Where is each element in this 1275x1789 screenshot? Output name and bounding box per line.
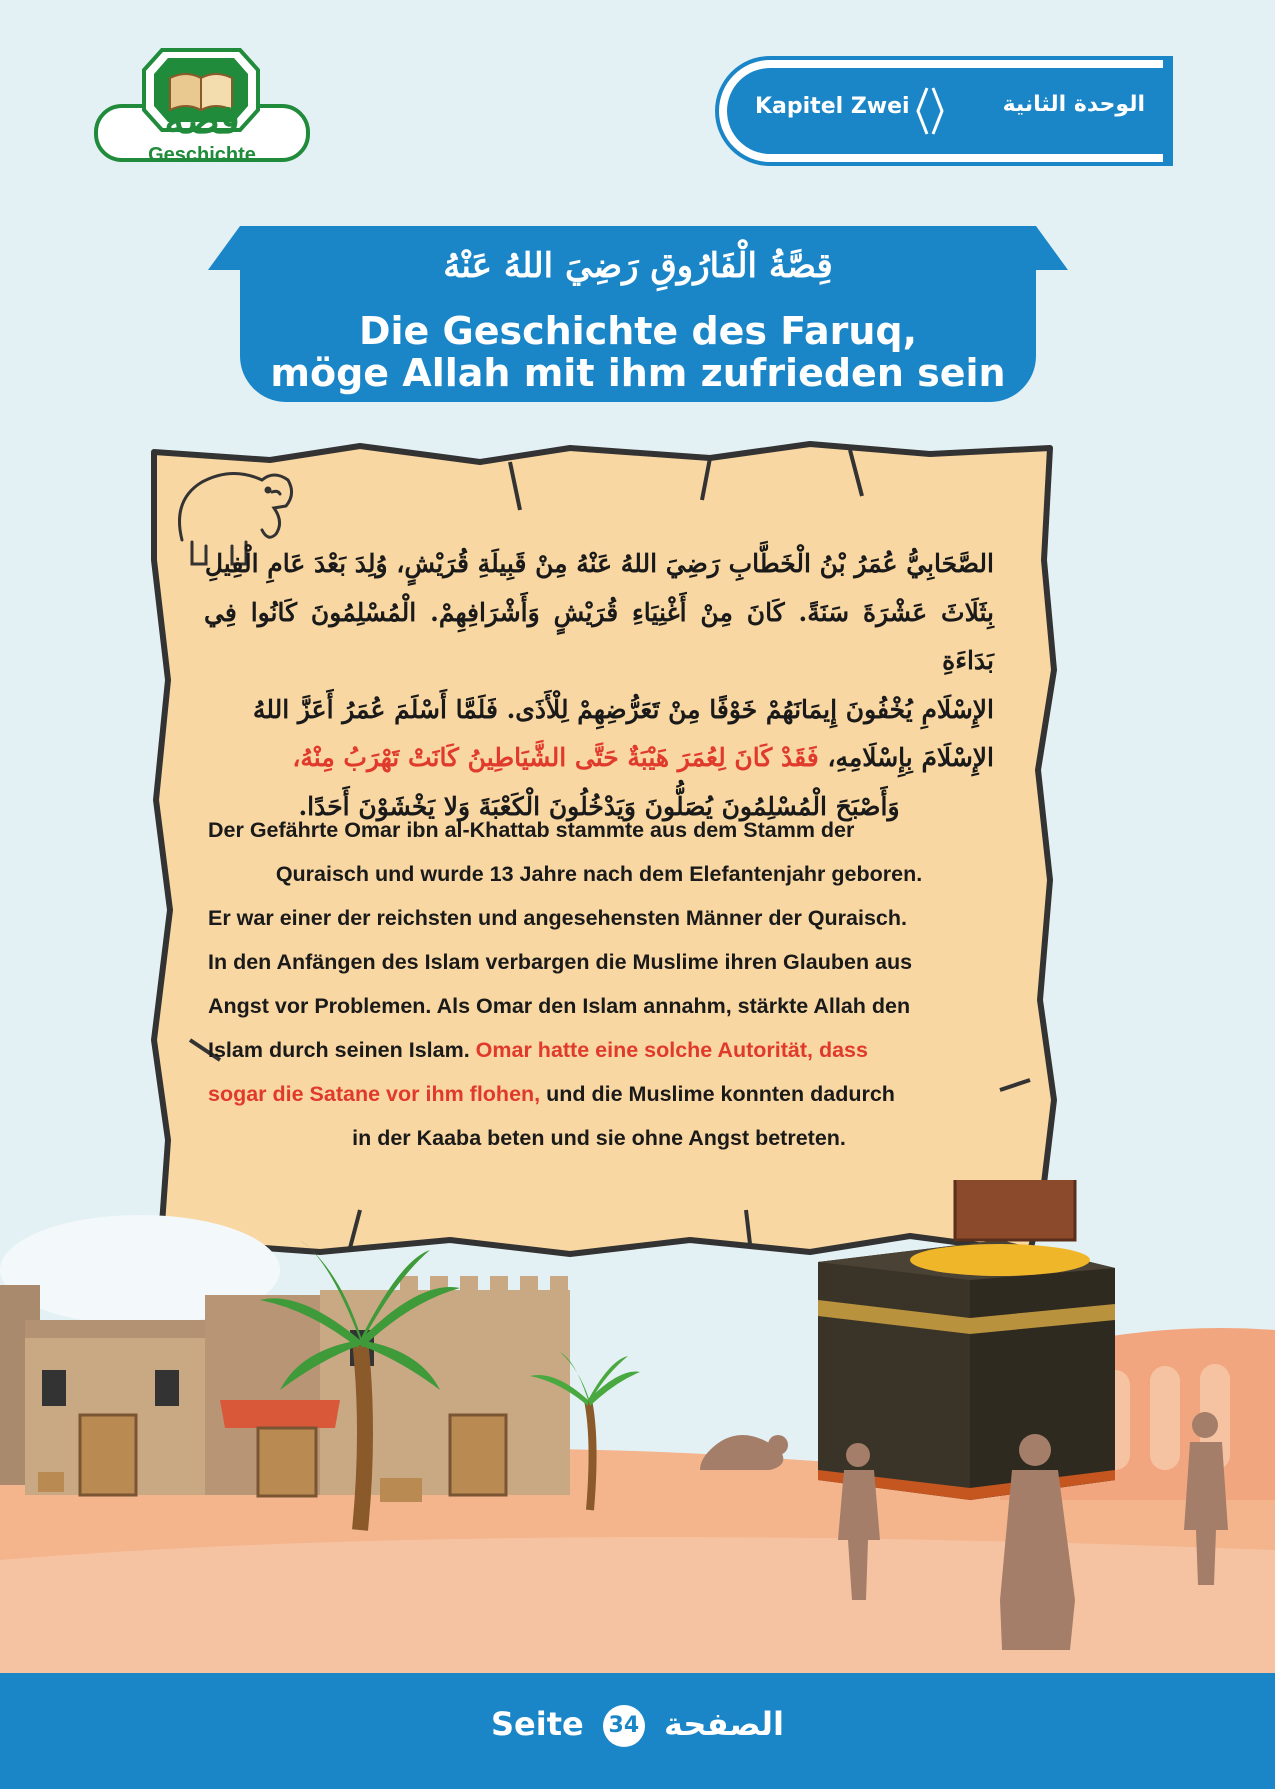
arabic-line-4: الإِسْلَامَ بِإِسْلَامِهِ، (827, 743, 994, 772)
mecca-scene-illustration (0, 1180, 1275, 1675)
german-line-7: und die Muslime konnten dadurch (546, 1082, 895, 1106)
title-german-line2: möge Allah mit ihm zufrieden sein (270, 351, 1006, 395)
story-arabic (204, 540, 994, 831)
title-arabic: قِصَّةُ الْفَارُوقِ رَضِيَ اللهُ عَنْهُ (443, 246, 833, 286)
title-german-line1: Die Geschichte des Faruq, (358, 309, 918, 353)
german-highlight-1: Omar hatte eine solche Autorität, dass (475, 1038, 868, 1062)
german-line-2: Quraisch und wurde 13 Jahre nach dem Elefantenjahr geboren. (275, 862, 923, 886)
story-logo (90, 48, 314, 172)
story-german (208, 808, 990, 1160)
chapter-german: Kapitel Zwei (755, 94, 910, 119)
page-number: 34 (603, 1705, 645, 1747)
title-banner (208, 226, 1068, 402)
footer-label-german: Seite (490, 1705, 584, 1743)
treasure-chest (910, 1180, 1090, 1276)
chapter-badge (715, 56, 1173, 166)
german-line-8: in der Kaaba beten und sie ohne Angst betreten. (352, 1126, 846, 1150)
german-line-4: In den Anfängen des Islam verbargen die Muslime ihren Glauben aus (208, 950, 913, 974)
german-line-3: Er war einer der reichsten und angesehensten Männer der Quraisch. (208, 906, 907, 930)
german-line-1: Der Gefährte Omar ibn al-Khattab stammte aus dem Stamm der (208, 818, 855, 842)
footer-label-arabic: الصفحة (663, 1705, 784, 1743)
logo-arabic-text: قصة (164, 96, 240, 143)
page-footer (0, 1673, 1275, 1789)
arabic-line-3: الإِسْلَامِ يُخْفُونَ إِيمَانَهُمْ خَوْفًا مِنْ تَعَرُّضِهِمْ لِلْأَذَى. فَلَمَّا أَسْلَمَ عُمَرُ أَعَزَّ اللهُ (252, 694, 994, 724)
german-line-5: Angst vor Problemen. Als Omar den Islam annahm, stärkte Allah den (208, 994, 911, 1018)
arabic-line-1: الصَّحَابِيُّ عُمَرُ بْنُ الْخَطَّابِ رَضِيَ اللهُ عَنْهُ مِنْ قَبِيلَةِ قُرَيْشٍ، وُلِدَ بَعْدَ عَامِ الْفِيلِ (204, 549, 994, 578)
chapter-arabic: الوحدة الثانية (1002, 92, 1145, 117)
logo-label: Geschichte (148, 144, 256, 166)
arabic-highlight: فَقَدْ كَانَ لِعُمَرَ هَيْبَةٌ حَتَّى الشَّيَاطِينُ كَانَتْ تَهْرَبُ مِنْهُ، (292, 743, 819, 772)
arabic-line-2: بِثَلَاثَ عَشْرَةَ سَنَةً. كَانَ مِنْ أَغْنِيَاءِ قُرَيْشٍ وَأَشْرَافِهِمْ. الْمُسْلِمُونَ كَانُوا فِي بَدَاءَةِ (204, 597, 994, 675)
german-highlight-2: sogar die Satane vor ihm flohen, (208, 1082, 541, 1106)
arabic-line-last: وَأَصْبَحَ الْمُسْلِمُونَ يُصَلُّونَ وَيَدْخُلُونَ الْكَعْبَةَ وَلا يَخْشَوْنَ أَحَدًا. (298, 791, 900, 821)
german-line-6: Islam durch seinen Islam. (208, 1038, 470, 1062)
chevron-divider-icon (915, 84, 945, 138)
